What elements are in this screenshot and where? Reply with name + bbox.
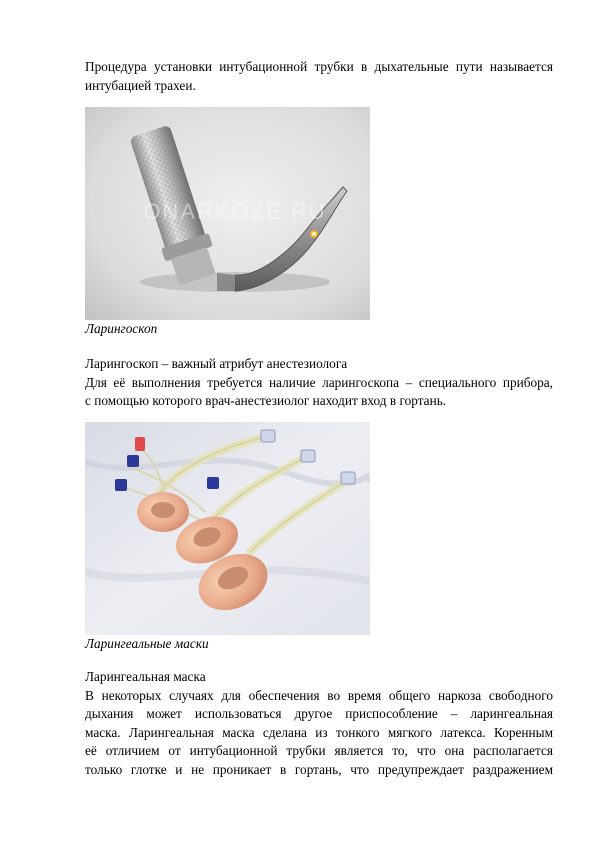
intro-paragraph (85, 58, 553, 95)
text-line: Процедура установки интубационной трубки в дыхательные пути называется (85, 59, 553, 74)
text-line: маска. Ларингеальная маска сделана из тонкого мягкого латекса. Коренным (85, 724, 553, 740)
text-line: Для её выполнения требуется наличие ларингоскопа – специального прибора, (85, 374, 553, 390)
laryngoscope-photo (85, 107, 370, 320)
text-line: её отличием от интубационной трубки является то, что она располагается (85, 743, 553, 759)
photo-watermark: ONARKOZE.RU (143, 199, 327, 224)
section-title: Ларингеальная маска (85, 669, 206, 684)
section-title: Ларингоскоп – важный атрибут анестезиолога (85, 356, 348, 371)
laryngeal-mask-section (85, 668, 553, 780)
text-line: с помощью которого врач-анестезиолог находит вход в гортань. (85, 393, 447, 409)
text-line: В некоторых случаях для обеспечения во время общего наркоза свободного (85, 687, 553, 703)
laryngoscope-section (85, 355, 553, 411)
text-line: интубацией трахеи. (85, 77, 196, 93)
laryngeal-masks-photo (85, 422, 370, 635)
text-line: дыхания может использоваться другое приспособление – ларингеальная (85, 706, 553, 722)
figure-caption-masks: Ларингеальные маски (85, 636, 209, 651)
text-line: только глотке и не проникает в гортань, что предупреждает раздражением (85, 761, 553, 777)
figure-caption-laryngoscope: Ларингоскоп (85, 321, 158, 336)
